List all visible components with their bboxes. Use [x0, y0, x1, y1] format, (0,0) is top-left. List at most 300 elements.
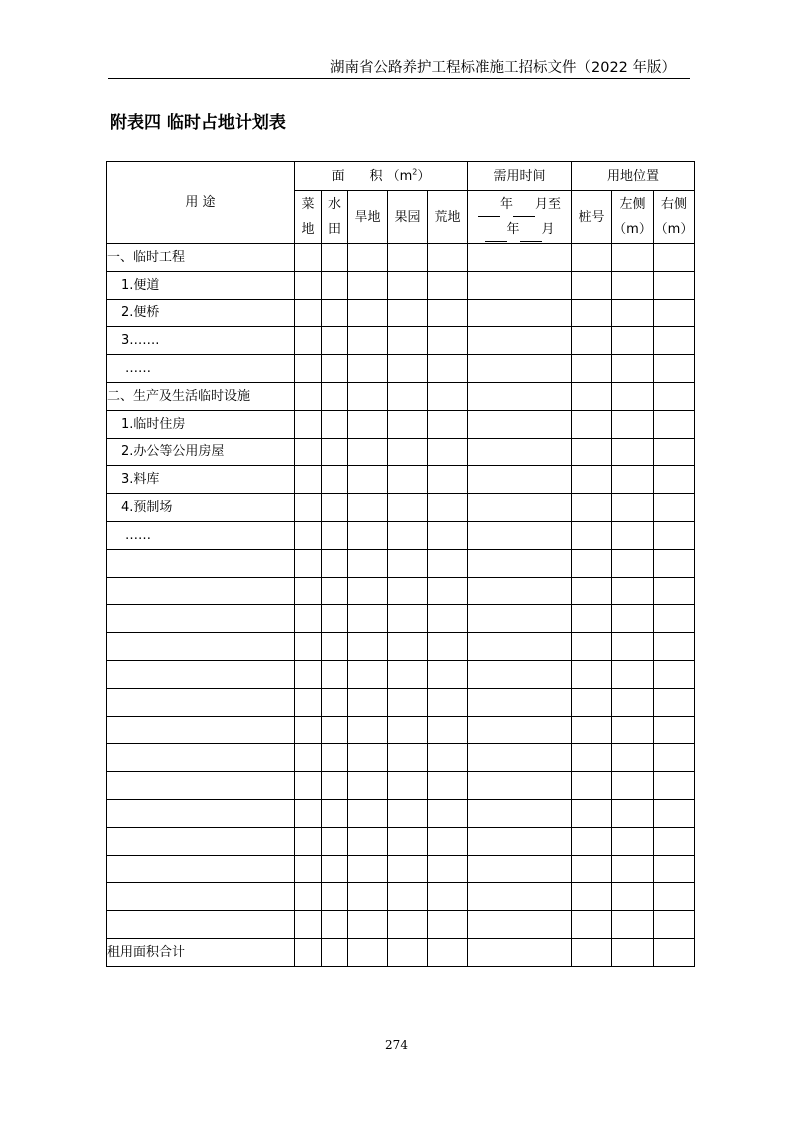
row-entry-cell[interactable] — [468, 271, 572, 299]
row-entry-cell[interactable] — [468, 883, 572, 911]
row-entry-cell[interactable] — [295, 521, 322, 549]
row-entry-cell[interactable] — [612, 327, 654, 355]
table-row — [107, 744, 695, 772]
row-entry-cell[interactable] — [322, 799, 348, 827]
row-entry-cell[interactable] — [428, 466, 468, 494]
row-entry-cell[interactable] — [572, 660, 612, 688]
row-entry-cell[interactable] — [654, 827, 695, 855]
row-entry-cell[interactable] — [572, 327, 612, 355]
table-row — [107, 911, 695, 939]
row-entry-cell[interactable] — [295, 271, 322, 299]
row-entry-cell[interactable] — [322, 494, 348, 522]
form-title: 附表四 临时占地计划表 — [110, 113, 286, 133]
table-row — [107, 299, 695, 327]
row-entry-cell[interactable] — [612, 382, 654, 410]
row-use-cell: 4.预制场 — [107, 494, 295, 522]
header-right-side: 右侧 （m） — [654, 191, 695, 244]
row-entry-cell[interactable] — [612, 494, 654, 522]
row-entry-cell[interactable] — [322, 299, 348, 327]
row-entry-cell[interactable] — [428, 744, 468, 772]
row-entry-cell[interactable] — [654, 577, 695, 605]
row-entry-cell[interactable] — [348, 438, 388, 466]
row-entry-cell[interactable] — [348, 271, 388, 299]
row-entry-cell[interactable] — [295, 327, 322, 355]
row-entry-cell[interactable] — [388, 466, 428, 494]
row-entry-cell[interactable] — [428, 827, 468, 855]
row-entry-cell[interactable] — [428, 410, 468, 438]
row-entry-cell[interactable] — [572, 271, 612, 299]
temporary-land-plan-table — [106, 161, 695, 967]
row-entry-cell[interactable] — [295, 299, 322, 327]
row-entry-cell[interactable] — [295, 382, 322, 410]
row-entry-cell[interactable] — [428, 521, 468, 549]
table-row — [107, 466, 695, 494]
row-entry-cell[interactable] — [468, 716, 572, 744]
row-entry-cell[interactable] — [572, 855, 612, 883]
row-entry-cell[interactable] — [428, 299, 468, 327]
row-entry-cell[interactable] — [388, 382, 428, 410]
table-row — [107, 410, 695, 438]
row-entry-cell[interactable] — [612, 299, 654, 327]
row-entry-cell[interactable] — [295, 605, 322, 633]
row-use-cell — [107, 605, 295, 633]
table-row — [107, 521, 695, 549]
row-use-cell — [107, 549, 295, 577]
row-entry-cell[interactable] — [322, 466, 348, 494]
row-entry-cell[interactable] — [468, 521, 572, 549]
row-entry-cell[interactable] — [654, 327, 695, 355]
row-entry-cell[interactable] — [572, 772, 612, 800]
row-entry-cell[interactable] — [572, 494, 612, 522]
row-entry-cell[interactable] — [612, 744, 654, 772]
row-entry-cell[interactable] — [322, 827, 348, 855]
row-entry-cell[interactable] — [612, 466, 654, 494]
row-entry-cell[interactable] — [388, 938, 428, 966]
row-entry-cell[interactable] — [612, 716, 654, 744]
row-entry-cell[interactable] — [295, 549, 322, 577]
row-entry-cell[interactable] — [428, 911, 468, 939]
row-entry-cell[interactable] — [654, 772, 695, 800]
row-entry-cell[interactable] — [612, 855, 654, 883]
row-entry-cell[interactable] — [572, 549, 612, 577]
row-entry-cell[interactable] — [468, 577, 572, 605]
row-entry-cell[interactable] — [322, 605, 348, 633]
row-use-cell — [107, 688, 295, 716]
row-entry-cell[interactable] — [348, 855, 388, 883]
row-entry-cell[interactable] — [388, 799, 428, 827]
row-use-cell: 3……. — [107, 327, 295, 355]
row-entry-cell[interactable] — [295, 244, 322, 272]
row-entry-cell[interactable] — [428, 605, 468, 633]
row-entry-cell[interactable] — [295, 772, 322, 800]
row-entry-cell[interactable] — [322, 577, 348, 605]
row-entry-cell[interactable] — [388, 494, 428, 522]
row-entry-cell[interactable] — [388, 271, 428, 299]
row-entry-cell[interactable] — [295, 438, 322, 466]
table-row — [107, 883, 695, 911]
row-entry-cell[interactable] — [468, 799, 572, 827]
row-entry-cell[interactable] — [388, 633, 428, 661]
row-use-cell — [107, 883, 295, 911]
row-entry-cell[interactable] — [348, 521, 388, 549]
row-entry-cell[interactable] — [428, 633, 468, 661]
row-entry-cell[interactable] — [468, 466, 572, 494]
row-entry-cell[interactable] — [572, 410, 612, 438]
row-entry-cell[interactable] — [428, 244, 468, 272]
row-use-cell: 3.料库 — [107, 466, 295, 494]
row-entry-cell[interactable] — [322, 382, 348, 410]
row-use-cell: …… — [107, 355, 295, 383]
row-entry-cell[interactable] — [468, 772, 572, 800]
row-entry-cell[interactable] — [612, 410, 654, 438]
row-entry-cell[interactable] — [428, 271, 468, 299]
header-divider — [108, 78, 690, 79]
row-use-cell: …… — [107, 521, 295, 549]
row-use-cell: 二、生产及生活临时设施 — [107, 382, 295, 410]
row-entry-cell[interactable] — [348, 410, 388, 438]
row-entry-cell[interactable] — [348, 244, 388, 272]
row-entry-cell[interactable] — [428, 327, 468, 355]
row-entry-cell[interactable] — [295, 799, 322, 827]
row-entry-cell[interactable] — [654, 299, 695, 327]
header-wasteland: 荒地 — [428, 191, 468, 244]
row-entry-cell[interactable] — [468, 855, 572, 883]
row-entry-cell[interactable] — [612, 633, 654, 661]
row-entry-cell[interactable] — [572, 299, 612, 327]
row-entry-cell[interactable] — [388, 911, 428, 939]
header-time-group: 需用时间 — [468, 162, 572, 191]
table-row — [107, 688, 695, 716]
row-entry-cell[interactable] — [612, 688, 654, 716]
table-row — [107, 549, 695, 577]
row-entry-cell[interactable] — [322, 716, 348, 744]
header-area-group: 面 积 $(m^2)$ — [295, 162, 468, 191]
row-entry-cell[interactable] — [612, 605, 654, 633]
row-entry-cell[interactable] — [295, 660, 322, 688]
row-entry-cell[interactable] — [322, 744, 348, 772]
row-entry-cell[interactable] — [654, 549, 695, 577]
row-entry-cell[interactable] — [572, 716, 612, 744]
row-entry-cell[interactable] — [428, 772, 468, 800]
row-entry-cell[interactable] — [428, 549, 468, 577]
row-entry-cell[interactable] — [428, 883, 468, 911]
row-entry-cell[interactable] — [468, 827, 572, 855]
row-use-cell: 租用面积合计 — [107, 938, 295, 966]
header-dry-land: 旱地 — [348, 191, 388, 244]
row-entry-cell[interactable] — [428, 494, 468, 522]
row-entry-cell[interactable] — [654, 438, 695, 466]
row-entry-cell[interactable] — [388, 855, 428, 883]
row-entry-cell[interactable] — [295, 355, 322, 383]
row-entry-cell[interactable] — [348, 633, 388, 661]
row-entry-cell[interactable] — [388, 244, 428, 272]
row-entry-cell[interactable] — [572, 911, 612, 939]
row-entry-cell[interactable] — [428, 688, 468, 716]
row-entry-cell[interactable] — [612, 355, 654, 383]
row-entry-cell[interactable] — [572, 827, 612, 855]
row-entry-cell[interactable] — [295, 633, 322, 661]
row-entry-cell[interactable] — [654, 355, 695, 383]
row-entry-cell[interactable] — [295, 883, 322, 911]
row-entry-cell[interactable] — [428, 660, 468, 688]
header-left-side: 左侧 （m） — [612, 191, 654, 244]
row-entry-cell[interactable] — [348, 688, 388, 716]
row-entry-cell[interactable] — [572, 605, 612, 633]
row-entry-cell[interactable] — [388, 327, 428, 355]
table-row — [107, 938, 695, 966]
row-entry-cell[interactable] — [388, 883, 428, 911]
table-row — [107, 855, 695, 883]
table-row — [107, 716, 695, 744]
row-entry-cell[interactable] — [348, 660, 388, 688]
row-entry-cell[interactable] — [572, 438, 612, 466]
row-entry-cell[interactable] — [468, 438, 572, 466]
row-entry-cell[interactable] — [348, 827, 388, 855]
header-station-number: 桩号 — [572, 191, 612, 244]
row-entry-cell[interactable] — [348, 299, 388, 327]
table-row — [107, 327, 695, 355]
row-entry-cell[interactable] — [388, 438, 428, 466]
row-entry-cell[interactable] — [572, 744, 612, 772]
table-row — [107, 827, 695, 855]
header-use: 用 途 — [107, 162, 295, 244]
row-entry-cell[interactable] — [322, 772, 348, 800]
row-use-cell — [107, 744, 295, 772]
row-entry-cell[interactable] — [295, 688, 322, 716]
row-use-cell — [107, 855, 295, 883]
row-entry-cell[interactable] — [428, 577, 468, 605]
row-entry-cell[interactable] — [388, 355, 428, 383]
row-use-cell — [107, 716, 295, 744]
row-entry-cell[interactable] — [322, 911, 348, 939]
row-entry-cell[interactable] — [388, 688, 428, 716]
row-entry-cell[interactable] — [468, 688, 572, 716]
row-entry-cell[interactable] — [468, 244, 572, 272]
row-entry-cell[interactable] — [295, 938, 322, 966]
row-entry-cell[interactable] — [468, 744, 572, 772]
row-entry-cell[interactable] — [612, 911, 654, 939]
row-entry-cell[interactable] — [388, 716, 428, 744]
row-entry-cell[interactable] — [572, 799, 612, 827]
row-entry-cell[interactable] — [348, 549, 388, 577]
row-entry-cell[interactable] — [654, 521, 695, 549]
row-entry-cell[interactable] — [654, 271, 695, 299]
table-row — [107, 382, 695, 410]
document-header-title: 湖南省公路养护工程标准施工招标文件（2022 年版） — [330, 60, 677, 76]
row-entry-cell[interactable] — [612, 521, 654, 549]
row-entry-cell[interactable] — [348, 911, 388, 939]
row-entry-cell[interactable] — [388, 577, 428, 605]
row-entry-cell[interactable] — [322, 633, 348, 661]
row-entry-cell[interactable] — [388, 827, 428, 855]
row-entry-cell[interactable] — [322, 244, 348, 272]
row-entry-cell[interactable] — [654, 605, 695, 633]
row-entry-cell[interactable] — [654, 799, 695, 827]
row-entry-cell[interactable] — [322, 938, 348, 966]
row-entry-cell[interactable] — [654, 883, 695, 911]
row-entry-cell[interactable] — [654, 494, 695, 522]
row-entry-cell[interactable] — [612, 827, 654, 855]
row-use-cell — [107, 660, 295, 688]
row-entry-cell[interactable] — [322, 271, 348, 299]
row-entry-cell[interactable] — [388, 660, 428, 688]
row-entry-cell[interactable] — [295, 577, 322, 605]
row-entry-cell[interactable] — [388, 410, 428, 438]
row-entry-cell[interactable] — [388, 772, 428, 800]
row-entry-cell[interactable] — [428, 355, 468, 383]
row-entry-cell[interactable] — [428, 716, 468, 744]
row-entry-cell[interactable] — [468, 355, 572, 383]
table-row — [107, 799, 695, 827]
table-row — [107, 605, 695, 633]
header-paddy-field: 水 田 — [322, 191, 348, 244]
row-entry-cell[interactable] — [348, 577, 388, 605]
row-entry-cell[interactable] — [468, 633, 572, 661]
row-entry-cell[interactable] — [612, 549, 654, 577]
row-entry-cell[interactable] — [654, 466, 695, 494]
row-entry-cell[interactable] — [428, 938, 468, 966]
row-entry-cell[interactable] — [468, 938, 572, 966]
row-entry-cell[interactable] — [295, 744, 322, 772]
table-row — [107, 271, 695, 299]
row-entry-cell[interactable] — [348, 938, 388, 966]
row-entry-cell[interactable] — [468, 549, 572, 577]
row-use-cell — [107, 911, 295, 939]
row-entry-cell[interactable] — [572, 688, 612, 716]
row-entry-cell[interactable] — [654, 744, 695, 772]
row-entry-cell[interactable] — [654, 855, 695, 883]
row-entry-cell[interactable] — [322, 438, 348, 466]
row-entry-cell[interactable] — [388, 549, 428, 577]
row-entry-cell[interactable] — [468, 410, 572, 438]
row-use-cell — [107, 827, 295, 855]
row-entry-cell[interactable] — [388, 521, 428, 549]
row-entry-cell[interactable] — [322, 688, 348, 716]
row-entry-cell[interactable] — [348, 382, 388, 410]
row-entry-cell[interactable] — [468, 327, 572, 355]
row-entry-cell[interactable] — [295, 911, 322, 939]
row-entry-cell[interactable] — [654, 244, 695, 272]
row-entry-cell[interactable] — [612, 438, 654, 466]
row-entry-cell[interactable] — [572, 521, 612, 549]
row-entry-cell[interactable] — [388, 744, 428, 772]
row-use-cell: 2.办公等公用房屋 — [107, 438, 295, 466]
row-entry-cell[interactable] — [654, 410, 695, 438]
page-number: 274 — [385, 1038, 408, 1052]
row-entry-cell[interactable] — [612, 938, 654, 966]
row-entry-cell[interactable] — [322, 327, 348, 355]
row-use-cell: 一、临时工程 — [107, 244, 295, 272]
row-entry-cell[interactable] — [572, 883, 612, 911]
row-entry-cell[interactable] — [322, 660, 348, 688]
header-orchard: 果园 — [388, 191, 428, 244]
row-entry-cell[interactable] — [322, 883, 348, 911]
row-entry-cell[interactable] — [468, 660, 572, 688]
row-entry-cell[interactable] — [654, 911, 695, 939]
table-row — [107, 355, 695, 383]
row-entry-cell[interactable] — [348, 716, 388, 744]
row-entry-cell[interactable] — [468, 299, 572, 327]
row-entry-cell[interactable] — [428, 855, 468, 883]
row-entry-cell[interactable] — [612, 772, 654, 800]
row-entry-cell[interactable] — [322, 410, 348, 438]
row-use-cell: 2.便桥 — [107, 299, 295, 327]
row-entry-cell[interactable] — [348, 799, 388, 827]
row-entry-cell[interactable] — [428, 382, 468, 410]
row-entry-cell[interactable] — [322, 855, 348, 883]
row-entry-cell[interactable] — [654, 716, 695, 744]
row-entry-cell[interactable] — [348, 466, 388, 494]
header-time-period: 年 月至 年 月 — [468, 191, 572, 244]
header-vegetable-land: 菜 地 — [295, 191, 322, 244]
row-entry-cell[interactable] — [572, 938, 612, 966]
row-entry-cell[interactable] — [348, 327, 388, 355]
row-entry-cell[interactable] — [295, 410, 322, 438]
row-entry-cell[interactable] — [572, 244, 612, 272]
row-entry-cell[interactable] — [612, 660, 654, 688]
row-entry-cell[interactable] — [468, 494, 572, 522]
row-entry-cell[interactable] — [295, 466, 322, 494]
row-entry-cell[interactable] — [348, 883, 388, 911]
row-entry-cell[interactable] — [388, 299, 428, 327]
row-entry-cell[interactable] — [468, 605, 572, 633]
row-entry-cell[interactable] — [348, 744, 388, 772]
row-entry-cell[interactable] — [322, 355, 348, 383]
row-entry-cell[interactable] — [654, 938, 695, 966]
row-use-cell: 1.临时住房 — [107, 410, 295, 438]
row-entry-cell[interactable] — [654, 660, 695, 688]
row-entry-cell[interactable] — [612, 799, 654, 827]
row-entry-cell[interactable] — [295, 855, 322, 883]
row-entry-cell[interactable] — [348, 355, 388, 383]
row-entry-cell[interactable] — [468, 911, 572, 939]
row-entry-cell[interactable] — [572, 466, 612, 494]
row-entry-cell[interactable] — [348, 772, 388, 800]
row-entry-cell[interactable] — [388, 605, 428, 633]
header-location-group: 用地位置 — [572, 162, 695, 191]
row-entry-cell[interactable] — [295, 494, 322, 522]
row-entry-cell[interactable] — [348, 605, 388, 633]
row-entry-cell[interactable] — [322, 549, 348, 577]
row-entry-cell[interactable] — [572, 355, 612, 383]
row-entry-cell[interactable] — [654, 382, 695, 410]
row-entry-cell[interactable] — [468, 382, 572, 410]
row-entry-cell[interactable] — [572, 577, 612, 605]
row-entry-cell[interactable] — [428, 438, 468, 466]
row-entry-cell[interactable] — [322, 521, 348, 549]
row-entry-cell[interactable] — [348, 494, 388, 522]
table-row — [107, 494, 695, 522]
table-row — [107, 633, 695, 661]
row-entry-cell[interactable] — [612, 883, 654, 911]
table-row — [107, 577, 695, 605]
row-entry-cell[interactable] — [572, 382, 612, 410]
row-entry-cell[interactable] — [612, 244, 654, 272]
row-use-cell — [107, 799, 295, 827]
table-row — [107, 660, 695, 688]
row-entry-cell[interactable] — [295, 716, 322, 744]
row-entry-cell[interactable] — [295, 827, 322, 855]
row-entry-cell[interactable] — [572, 633, 612, 661]
row-entry-cell[interactable] — [612, 577, 654, 605]
row-entry-cell[interactable] — [654, 633, 695, 661]
row-use-cell — [107, 772, 295, 800]
row-use-cell: 1.便道 — [107, 271, 295, 299]
row-entry-cell[interactable] — [654, 688, 695, 716]
row-entry-cell[interactable] — [428, 799, 468, 827]
table-row — [107, 244, 695, 272]
row-entry-cell[interactable] — [612, 271, 654, 299]
